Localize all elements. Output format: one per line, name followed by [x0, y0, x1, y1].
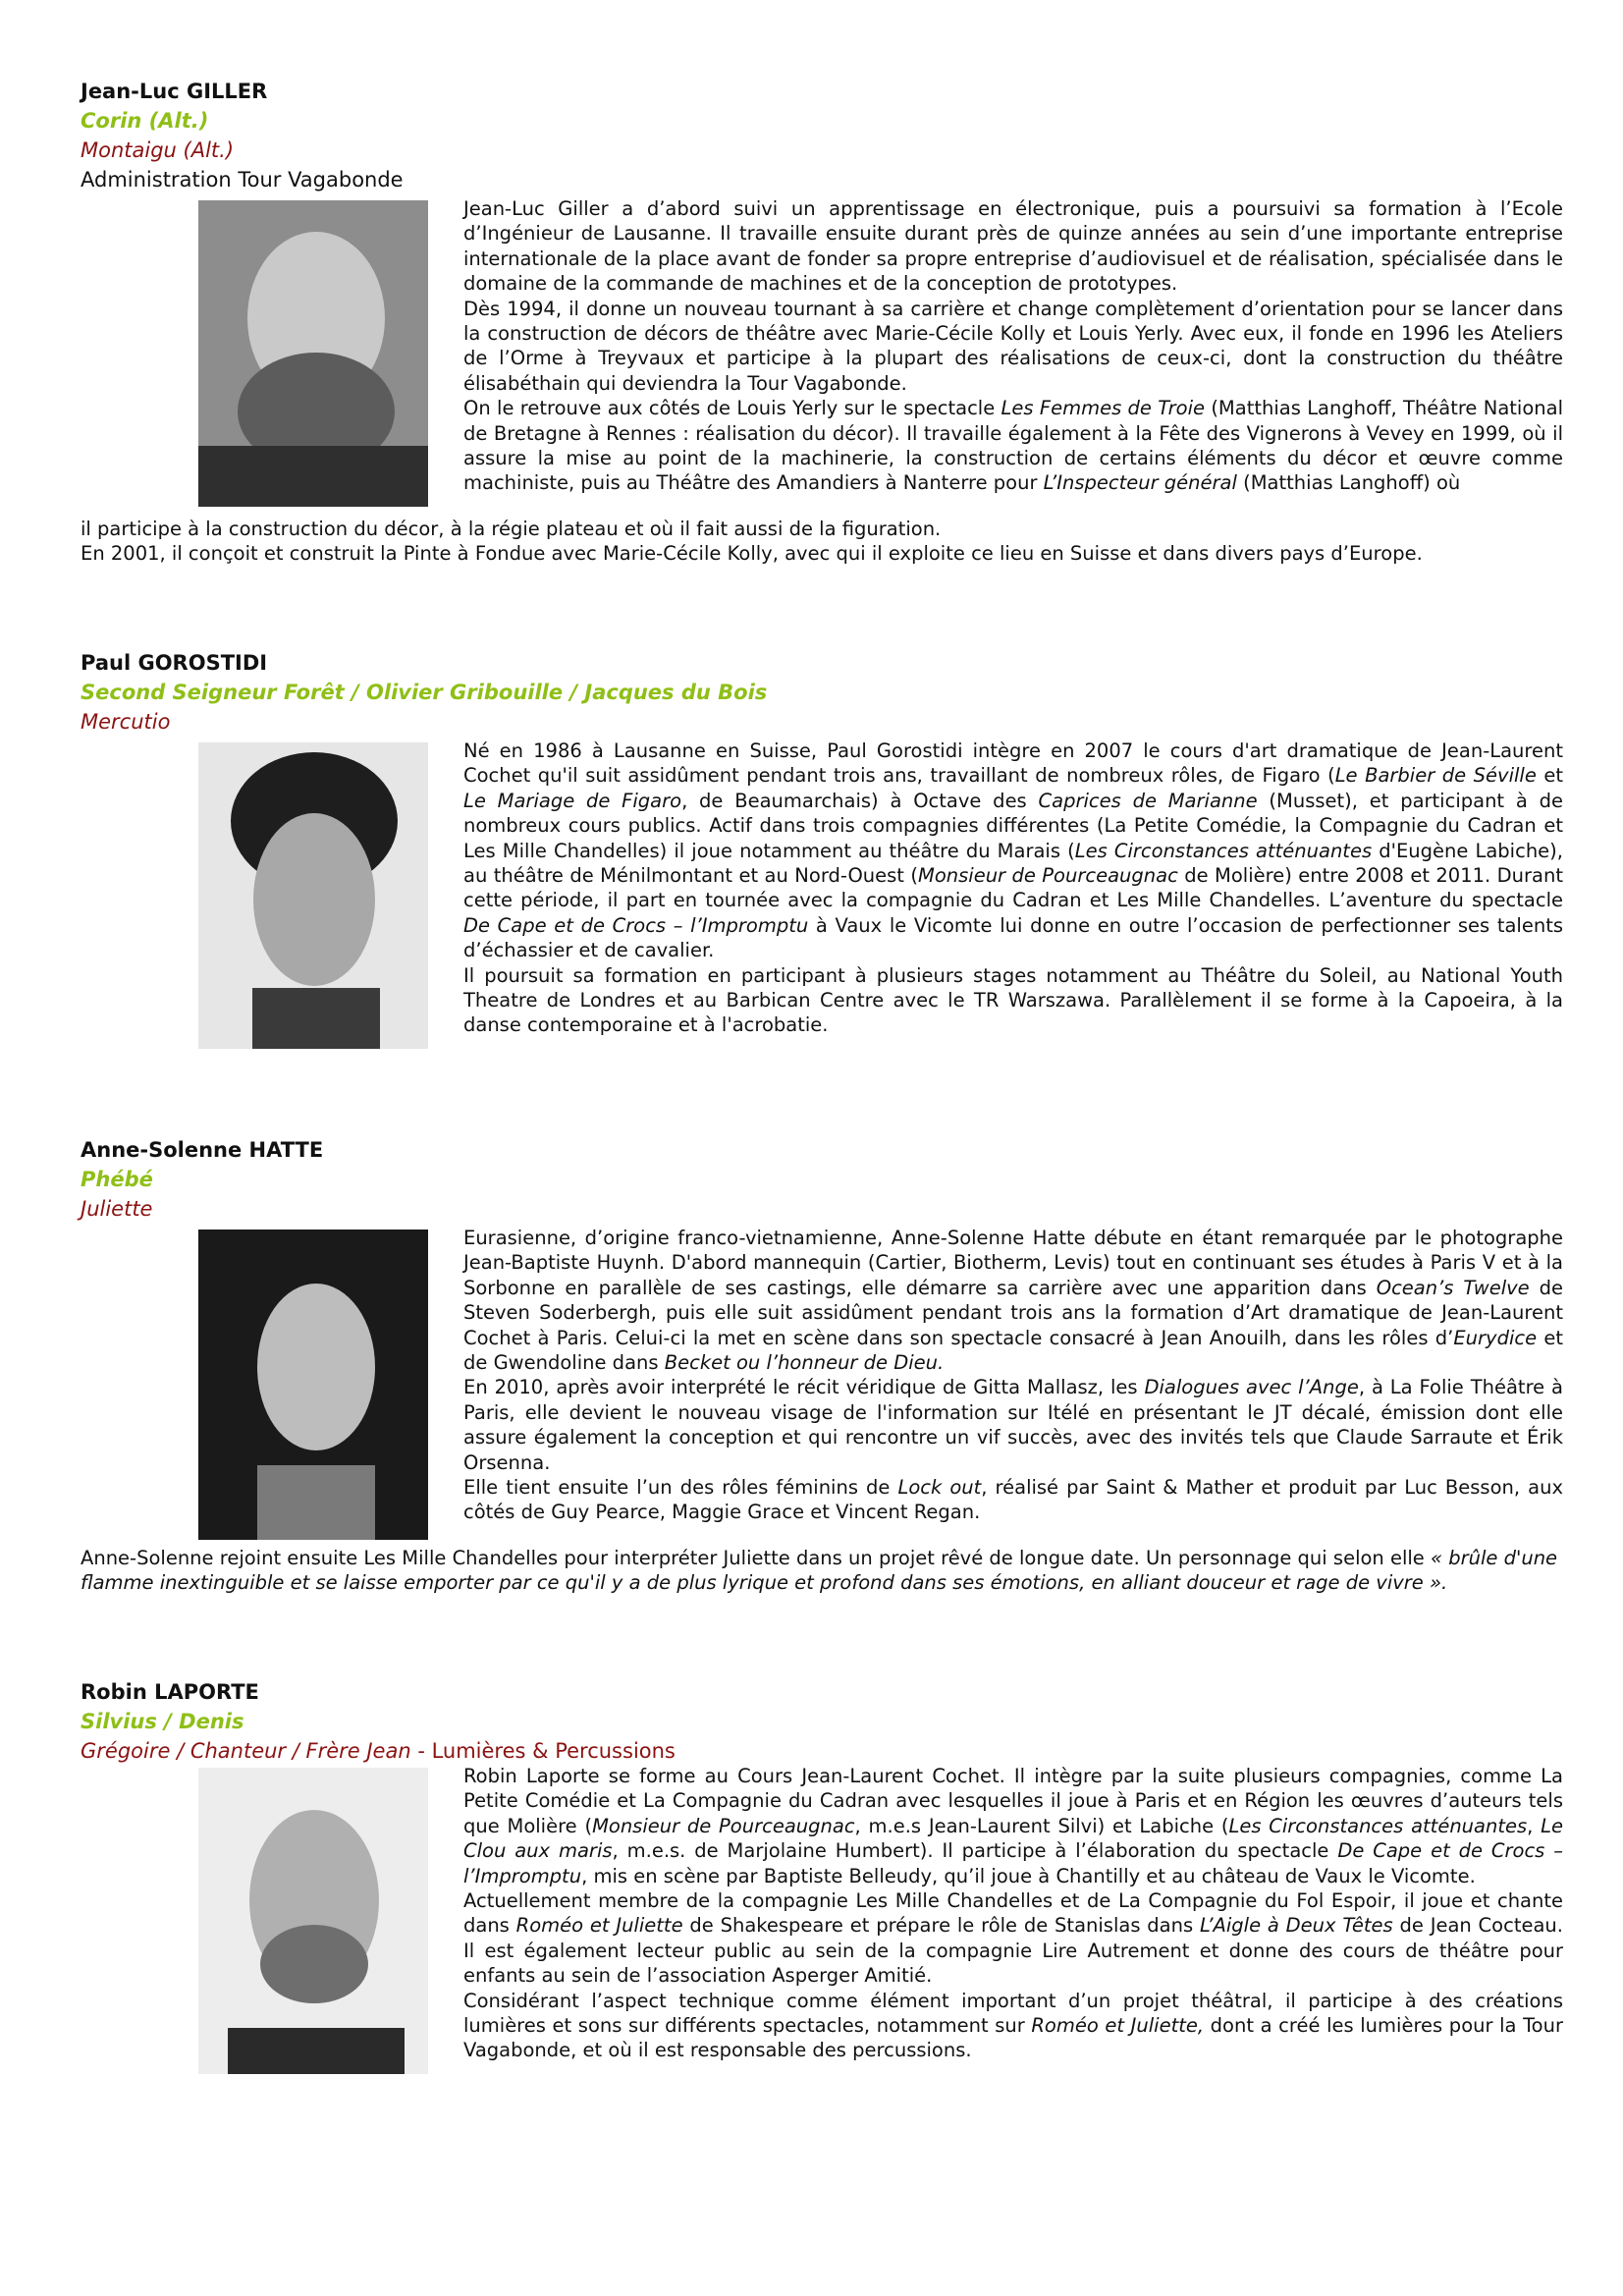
bio-jean-luc-giller — [81, 77, 1563, 566]
bio-paragraph: Anne-Solenne rejoint ensuite Les Mille Chandelles pour interpréter Juliette dans un projet rêvé de longue date. Un personnage qui selon elle « brûle d'une flamme inextinguible et se laisse emporter par ce qu'il y a de plus lyrique et profond dans ses émotions, en alliant douceur et rage de vivre ». — [81, 1547, 1558, 1595]
role-secondary: Grégoire / Chanteur / Frère Jean — [81, 1739, 411, 1763]
bio-text-continued — [81, 517, 1563, 567]
bio-anne-solenne-hatte — [81, 1135, 1564, 1595]
bio-text — [463, 738, 1563, 1038]
person-name: Paul GOROSTIDI — [81, 651, 268, 675]
bio-text — [463, 1764, 1563, 2063]
bio-robin-laporte — [81, 1677, 1563, 2062]
bio-paragraph: il participe à la construction du décor, à la régie plateau et où il fait aussi de la figuration. — [81, 518, 942, 540]
role-administration: Administration Tour Vagabonde — [81, 168, 404, 191]
bio-paragraph: Elle tient ensuite l’un des rôles féminins de Lock out, réalisé par Saint & Mather et produit par Luc Besson, aux côtés de Guy Pearce, Maggie Grace et Vincent Regan. — [463, 1476, 1563, 1524]
bio-text — [463, 1226, 1563, 1525]
person-name: Robin LAPORTE — [81, 1680, 259, 1704]
bio-paragraph: Actuellement membre de la compagnie Les Mille Chandelles et de La Compagnie du Fol Espoir, il joue et chante dans Roméo et Juliette de Shakespeare et prépare le rôle de Stanislas dans L’Aigle à Deux Têtes de Jean Cocteau. Il est également lecteur public au sein de la compagnie Lire Autrement et donne des cours de théâtre pour enfants au sein de l’association Asperger Amitié. — [463, 1889, 1563, 1988]
portrait-photo — [198, 1768, 428, 2074]
bio-paragraph: Jean-Luc Giller a d’abord suivi un apprentissage en électronique, puis a poursuivi sa formation à l’Ecole d’Ingénieur de Lausanne. Il travaille ensuite durant près de quinze années au sein d’une importante entreprise internationale de la place avant de fonder sa propre entreprise d’audiovisuel et de réalisation, spécialisée dans le domaine de la commande de machines et de la conception de prototypes. — [463, 197, 1563, 296]
bio-paragraph: Robin Laporte se forme au Cours Jean-Laurent Cochet. Il intègre par la suite plusieurs compagnies, comme La Petite Comédie et La Compagnie du Cadran avec lesquelles il joue à Paris et en Région les œuvres d’auteurs tels que Molière (Monsieur de Pourceaugnac, m.e.s Jean-Laurent Silvi) et Labiche (Les Circonstances atténuantes, Le Clou aux maris, m.e.s. de Marjolaine Humbert). Il participe à l’élaboration du spectacle De Cape et de Crocs – l’Impromptu, mis en scène par Baptiste Belleudy, qu’il joue à Chantilly et au château de Vaux le Vicomte. — [463, 1765, 1563, 1887]
person-name: Jean-Luc GILLER — [81, 80, 268, 103]
role-primary: Silvius / Denis — [81, 1710, 244, 1733]
bio-text — [463, 196, 1563, 496]
role-extra: - Lumières & Percussions — [410, 1739, 676, 1763]
role-secondary-line — [81, 1736, 1563, 1766]
role-secondary: Montaigu (Alt.) — [81, 138, 235, 162]
bio-paragraph: En 2001, il conçoit et construit la Pinte à Fondue avec Marie-Cécile Kolly, avec qui il exploite ce lieu en Suisse et dans divers pays d’Europe. — [81, 542, 1423, 566]
role-primary: Phébé — [81, 1168, 153, 1191]
portrait-image — [198, 742, 428, 1049]
bio-paragraph: Considérant l’aspect technique comme élément important d’un projet théâtral, il participe à des créations lumières et sons sur différents spectacles, notamment sur Roméo et Juliette, dont a créé les lumières pour la Tour Vagabonde, et où il est responsable des percussions. — [463, 1989, 1563, 2062]
person-name: Anne-Solenne HATTE — [81, 1138, 324, 1162]
bio-paul-gorostidi — [81, 648, 1564, 1037]
portrait-image — [198, 1230, 428, 1540]
bio-paragraph: Né en 1986 à Lausanne en Suisse, Paul Gorostidi intègre en 2007 le cours d'art dramatique de Jean-Laurent Cochet qu'il suit assidûment pendant trois ans, travaillant de nombreux rôles, de Figaro (Le Barbier de Séville et Le Mariage de Figaro, de Beaumarchais) à Octave des Caprices de Marianne (Musset), et participant à de nombreux cours publics. Actif dans trois compagnies différentes (La Petite Comédie, la Compagnie du Cadran et Les Mille Chandelles) il joue notamment au théâtre du Marais (Les Circonstances atténuantes d'Eugène Labiche), au théâtre de Ménilmontant et au Nord-Ouest (Monsieur de Pourceaugnac de Molière) entre 2008 et 2011. Durant cette période, il part en tournée avec la compagnie du Cadran et Les Mille Chandelles. L’aventure du spectacle De Cape et de Crocs – l’Impromptu à Vaux le Vicomte lui donne en outre l’occasion de perfectionner ses talents d’échassier et de cavalier. — [463, 739, 1564, 962]
portrait-photo — [198, 200, 428, 507]
portrait-image — [198, 1768, 428, 2074]
role-primary: Corin (Alt.) — [81, 109, 209, 133]
role-secondary: Mercutio — [81, 710, 171, 734]
bio-paragraph: En 2010, après avoir interprété le récit véridique de Gitta Mallasz, les Dialogues avec l’Ange, à La Folie Théâtre à Paris, elle devient le nouveau visage de l'information sur Itélé en présentant le JT décalé, émission dont elle assure également la conception et qui rencontre un vif succès, avec des invités tels que Claude Sarraute et Érik Orsenna. — [463, 1376, 1564, 1474]
bio-paragraph: Eurasienne, d’origine franco-vietnamienne, Anne-Solenne Hatte débute en étant remarquée par le photographe Jean-Baptiste Huynh. D'abord mannequin (Cartier, Biotherm, Levis) tout en continuant ses études à Paris V et à la Sorbonne en parallèle de ses castings, elle démarre sa carrière avec une apparition dans Ocean’s Twelve de Steven Soderbergh, puis elle suit assidûment pendant trois ans la formation d’Art dramatique de Jean-Laurent Cochet à Paris. Celui-ci la met en scène dans son spectacle consacré à Jean Anouilh, dans les rôles d’Eurydice et de Gwendoline dans Becket ou l’honneur de Dieu. — [463, 1227, 1564, 1375]
bio-text-continued — [81, 1546, 1563, 1596]
bio-paragraph: On le retrouve aux côtés de Louis Yerly sur le spectacle Les Femmes de Troie (Matthias Langhoff, Théâtre National de Bretagne à Rennes : réalisation du décor). Il travaille également à la Fête des Vignerons à Vevey en 1999, où il assure la mise au point de la machinerie, la construction de certains éléments du décor et œuvre comme machiniste, puis au Théâtre des Amandiers à Nanterre pour L’Inspecteur général (Matthias Langhoff) où — [463, 397, 1563, 495]
portrait-image — [198, 200, 428, 507]
role-primary: Second Seigneur Forêt / Olivier Gribouille / Jacques du Bois — [81, 681, 768, 704]
role-secondary: Juliette — [81, 1197, 153, 1221]
portrait-photo — [198, 742, 428, 1049]
bio-paragraph: Il poursuit sa formation en participant à plusieurs stages notamment au Théâtre du Soleil, au National Youth Theatre de Londres et au Barbican Centre avec le TR Warszawa. Parallèlement il se forme à la Capoeira, à la danse contemporaine et à l'acrobatie. — [463, 963, 1563, 1037]
bio-paragraph: Dès 1994, il donne un nouveau tournant à sa carrière et change complètement d’orientation pour se lancer dans la construction de décors de théâtre avec Marie-Cécile Kolly et Louis Yerly. Avec eux, il fonde en 1996 les Ateliers de l’Orme à Treyvaux et participe à la plupart des réalisations de ceux-ci, dont la construction du théâtre élisabéthain qui deviendra la Tour Vagabonde. — [463, 297, 1563, 395]
portrait-photo — [198, 1230, 428, 1540]
